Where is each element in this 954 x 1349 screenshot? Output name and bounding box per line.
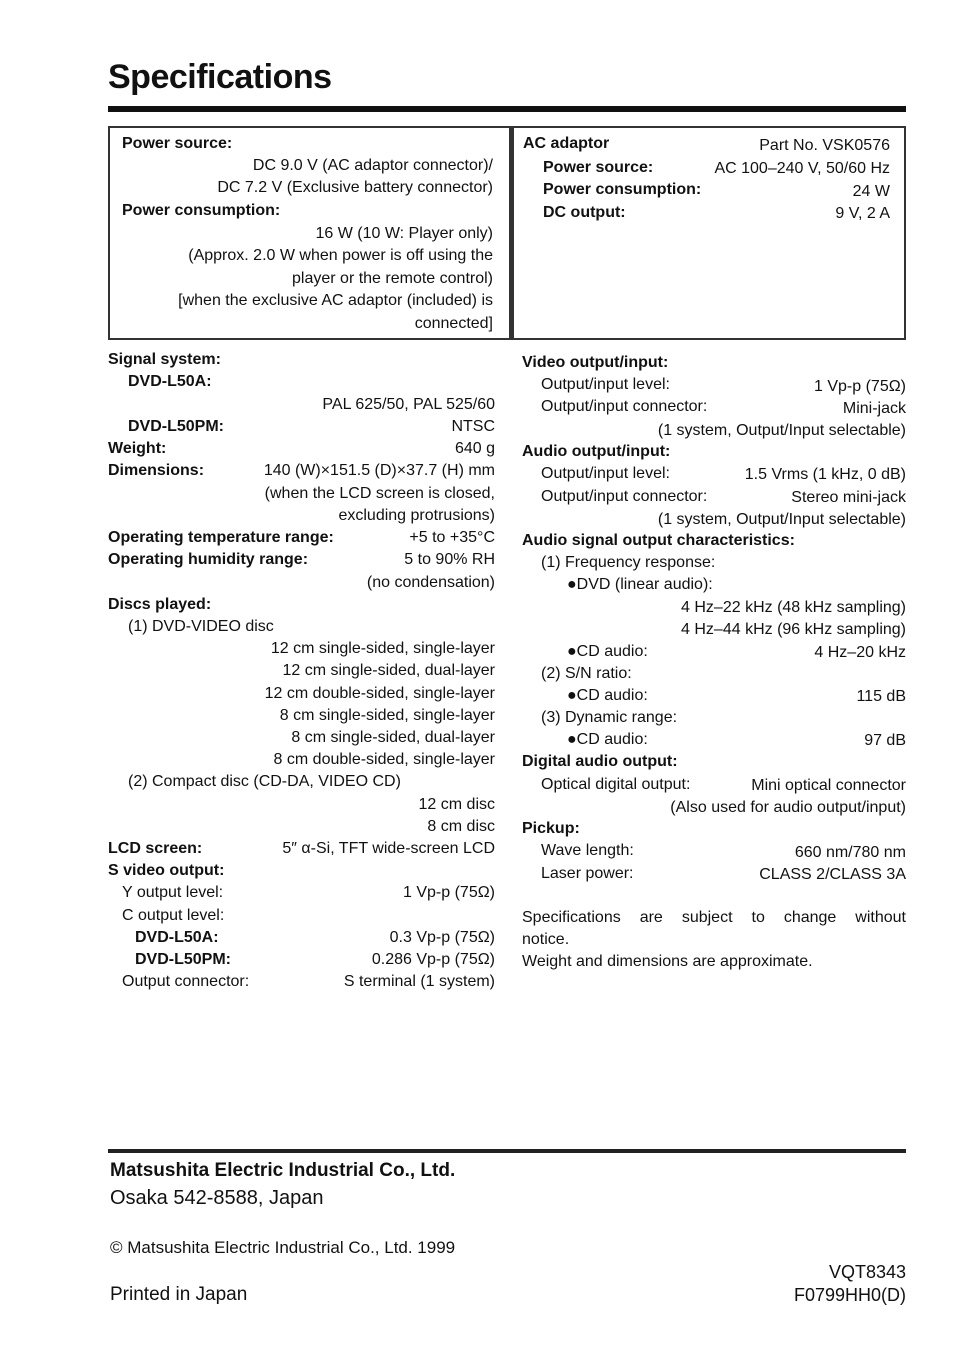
audio-note: (1 system, Output/Input selectable) (657, 511, 906, 528)
cd-audio-value-3: 97 dB (864, 732, 906, 749)
dynamic-range-label: (3) Dynamic range: (541, 709, 678, 726)
adaptor-power-source-label: Power source: (543, 159, 654, 176)
dc-output-value: 9 V, 2 A (835, 205, 890, 222)
pc-line4: [when the exclusive AC adaptor (included) is (178, 292, 493, 309)
disc-type-2: 12 cm single-sided, dual-layer (282, 662, 495, 679)
disc-type-3: 12 cm double-sided, single-layer (264, 685, 495, 702)
output-connector-value: S terminal (1 system) (343, 973, 495, 990)
power-source-line2: DC 7.2 V (Exclusive battery connector) (217, 179, 493, 196)
cd-size-1: 12 cm disc (418, 796, 495, 813)
adaptor-power-source-value: AC 100–240 V, 50/60 Hz (714, 160, 890, 177)
y-level-label: Y output level: (122, 884, 224, 901)
cd-audio-label-3: ●CD audio: (567, 731, 648, 748)
c-l50pm-value: 0.286 Vp-p (75Ω) (371, 951, 495, 968)
page-title: Specifications (108, 58, 332, 96)
print-code: F0799HH0(D) (793, 1285, 906, 1305)
sn-ratio-label: (2) S/N ratio: (541, 665, 632, 682)
video-io-label: Video output/input: (522, 354, 669, 371)
audio-io-label: Audio output/input: (522, 443, 671, 460)
op-humidity-note: (no condensation) (366, 574, 495, 591)
optical-output-label: Optical digital output: (541, 776, 691, 793)
op-temp-label: Operating temperature range: (108, 529, 334, 546)
c-l50a-value: 0.3 Vp-p (75Ω) (389, 929, 495, 946)
wave-length-label: Wave length: (541, 842, 634, 859)
op-humidity-value: 5 to 90% RH (404, 551, 495, 568)
discs-played-label: Discs played: (108, 596, 212, 613)
document-code: VQT8343 (828, 1262, 906, 1282)
c-l50pm-label: DVD-L50PM: (135, 951, 232, 968)
notice-line1: Specifications are subject to change without (522, 909, 906, 926)
company-name: Matsushita Electric Industrial Co., Ltd. (110, 1160, 456, 1181)
footer-rule (108, 1149, 906, 1153)
dvd-linear-label: ●DVD (linear audio): (567, 576, 713, 593)
wave-length-value: 660 nm/780 nm (794, 844, 906, 861)
c-level-label: C output level: (122, 907, 225, 924)
dimensions-note1: (when the LCD screen is closed, (264, 485, 495, 502)
cd-audio-label-1: ●CD audio: (567, 643, 648, 660)
signal-system-label: Signal system: (108, 351, 221, 368)
dvd-l50pm-value: NTSC (451, 418, 495, 435)
power-consumption-label: Power consumption: (122, 202, 281, 219)
power-source-label: Power source: (122, 135, 233, 152)
output-connector-label: Output connector: (122, 973, 250, 990)
dvd-video-disc: (1) DVD-VIDEO disc (128, 618, 274, 635)
op-temp-value: +5 to +35°C (409, 529, 495, 546)
part-number: Part No. VSK0576 (759, 137, 890, 154)
video-note: (1 system, Output/Input selectable) (657, 422, 906, 439)
ac-adaptor-label: AC adaptor (523, 135, 610, 152)
laser-power-label: Laser power: (541, 865, 634, 882)
compact-disc: (2) Compact disc (CD-DA, VIDEO CD) (128, 773, 401, 790)
cd-size-2: 8 cm disc (427, 818, 495, 835)
laser-power-value: CLASS 2/CLASS 3A (759, 866, 906, 883)
disc-type-1: 12 cm single-sided, single-layer (270, 640, 495, 657)
video-connector-label: Output/input connector: (541, 398, 708, 415)
pc-line1: 16 W (10 W: Player only) (315, 225, 493, 242)
digital-output-label: Digital audio output: (522, 753, 678, 770)
weight-value: 640 g (454, 440, 495, 457)
pickup-label: Pickup: (522, 820, 580, 837)
dimensions-label: Dimensions: (108, 462, 205, 479)
c-l50a-label: DVD-L50A: (135, 929, 219, 946)
audio-level-value: 1.5 Vrms (1 kHz, 0 dB) (744, 466, 906, 483)
adaptor-power-consumption-label: Power consumption: (543, 181, 702, 198)
audio-connector-label: Output/input connector: (541, 488, 708, 505)
disc-type-5: 8 cm single-sided, dual-layer (291, 729, 495, 746)
dimensions-value: 140 (W)×151.5 (D)×37.7 (H) mm (263, 462, 495, 479)
company-address: Osaka 542-8588, Japan (110, 1187, 324, 1209)
audio-characteristics-label: Audio signal output characteristics: (522, 532, 795, 549)
printed-in: Printed in Japan (110, 1284, 248, 1305)
video-connector-value: Mini-jack (842, 400, 906, 417)
adaptor-power-consumption-value: 24 W (852, 183, 890, 200)
op-humidity-label: Operating humidity range: (108, 551, 309, 568)
y-level-value: 1 Vp-p (75Ω) (403, 884, 495, 901)
cd-audio-label-2: ●CD audio: (567, 687, 648, 704)
weight-label: Weight: (108, 440, 167, 457)
video-level-label: Output/input level: (541, 376, 670, 393)
power-source-line1: DC 9.0 V (AC adaptor connector)/ (252, 157, 493, 174)
dvd-frequency-2: 4 Hz–44 kHz (96 kHz sampling) (681, 621, 906, 638)
frequency-response-label: (1) Frequency response: (541, 554, 716, 571)
disc-type-6: 8 cm double-sided, single-layer (273, 751, 495, 768)
dvd-l50a-value: PAL 625/50, PAL 525/60 (322, 396, 495, 413)
pc-line2: (Approx. 2.0 W when power is off using the (188, 247, 493, 264)
power-box-left (108, 126, 511, 340)
dvd-frequency-1: 4 Hz–22 kHz (48 kHz sampling) (681, 599, 906, 616)
dvd-l50pm-label: DVD-L50PM: (128, 418, 225, 435)
copyright: © Matsushita Electric Industrial Co., Ltd. 1999 (110, 1238, 456, 1257)
optical-output-note: (Also used for audio output/input) (670, 799, 906, 816)
cd-audio-value-1: 4 Hz–20 kHz (814, 644, 906, 661)
lcd-value: 5″ α-Si, TFT wide-screen LCD (282, 840, 495, 857)
dc-output-label: DC output: (543, 204, 626, 221)
notice-line3: Weight and dimensions are approximate. (522, 953, 813, 970)
video-level-value: 1 Vp-p (75Ω) (814, 378, 906, 395)
disc-type-4: 8 cm single-sided, single-layer (279, 707, 495, 724)
ac-adaptor-box (511, 126, 906, 340)
pc-line5: connected] (414, 315, 493, 332)
dvd-l50a-label: DVD-L50A: (128, 373, 212, 390)
notice-line2: notice. (522, 931, 570, 948)
audio-level-label: Output/input level: (541, 465, 670, 482)
audio-connector-value: Stereo mini-jack (791, 489, 906, 506)
lcd-label: LCD screen: (108, 840, 203, 857)
title-rule (108, 106, 906, 112)
dimensions-note2: excluding protrusions) (338, 507, 495, 524)
pc-line3: player or the remote control) (292, 270, 493, 287)
cd-audio-value-2: 115 dB (856, 688, 906, 705)
optical-output-value: Mini optical connector (751, 777, 906, 794)
svideo-label: S video output: (108, 862, 225, 879)
